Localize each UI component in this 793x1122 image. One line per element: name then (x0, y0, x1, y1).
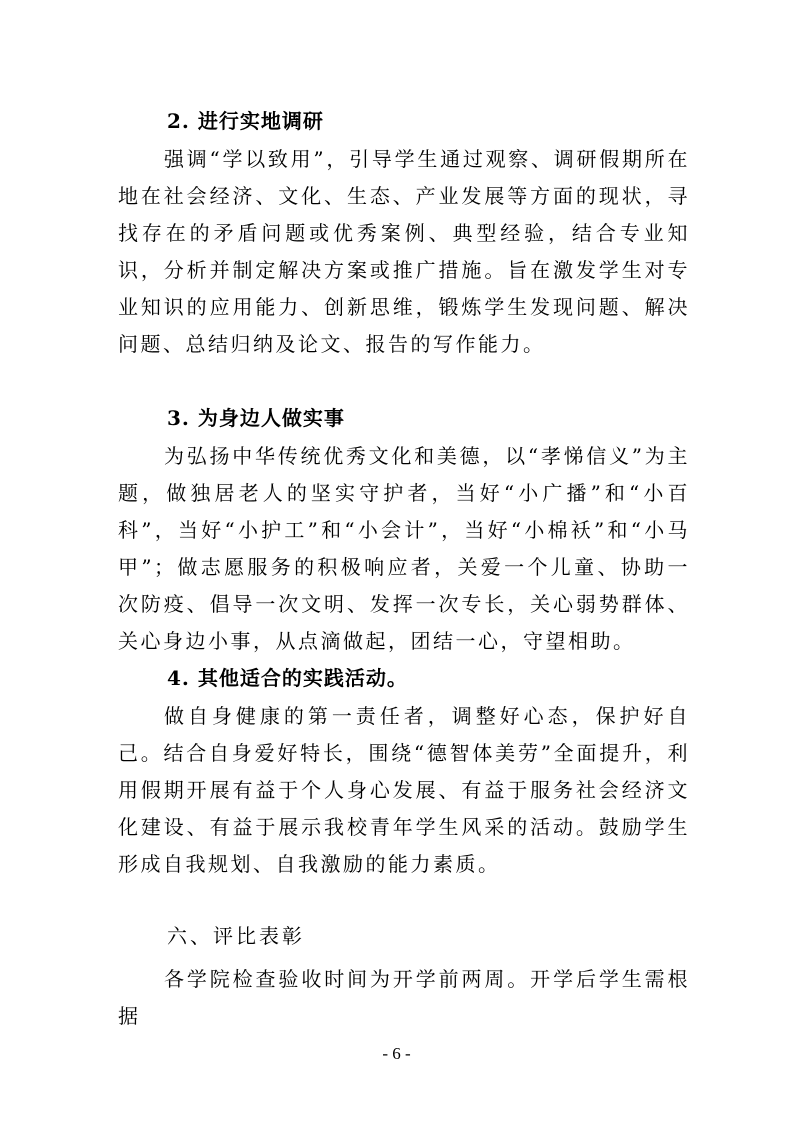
section-heading-awards: 六、评比表彰 (167, 924, 305, 948)
paragraph-field-research: 强调“学以致用”，引导学生通过观察、调研假期所在地在社会经济、文化、生态、产业发展等方面的现状，寻找存在的矛盾问题或优秀案例、典型经验，结合专业知识，分析并制定解决方案或推广措施。旨在激发学生对专业知识的应用能力、创新思维，锻炼学生发现问题、解决问题、总结归纳及论文、报告的写作能力。 (118, 147, 690, 356)
paragraph-awards: 各学院检查验收时间为开学前两周。开学后学生需根据 (118, 967, 690, 1028)
section-heading-field-research: 2. 进行实地调研 (167, 109, 324, 133)
page-number: - 6 - (382, 1044, 411, 1063)
paragraph-help-others: 为弘扬中华传统优秀文化和美德，以“孝悌信义”为主题，做独居老人的坚实守护者，当好“小广播”和“小百科”，当好“小护工”和“小会计”，当好“小棉袄”和“小马甲”；做志愿服务的积极响应者，关爱一个儿童、协助一次防疫、倡导一次文明、发挥一次专长，关心弱势群体、关心身边小事，从点滴做起，团结一心，守望相助。 (118, 444, 690, 653)
section-heading-help-others: 3. 为身边人做实事 (167, 406, 345, 430)
paragraph-other-activities: 做自身健康的第一责任者，调整好心态，保护好自己。结合自身爱好特长，围绕“德智体美劳”全面提升，利用假期开展有益于个人身心发展、有益于服务社会经济文化建设、有益于展示我校青年学生风采的活动。鼓励学生形成自我规划、自我激励的能力素质。 (118, 704, 690, 876)
section-heading-other-activities: 4. 其他适合的实践活动。 (167, 666, 408, 690)
